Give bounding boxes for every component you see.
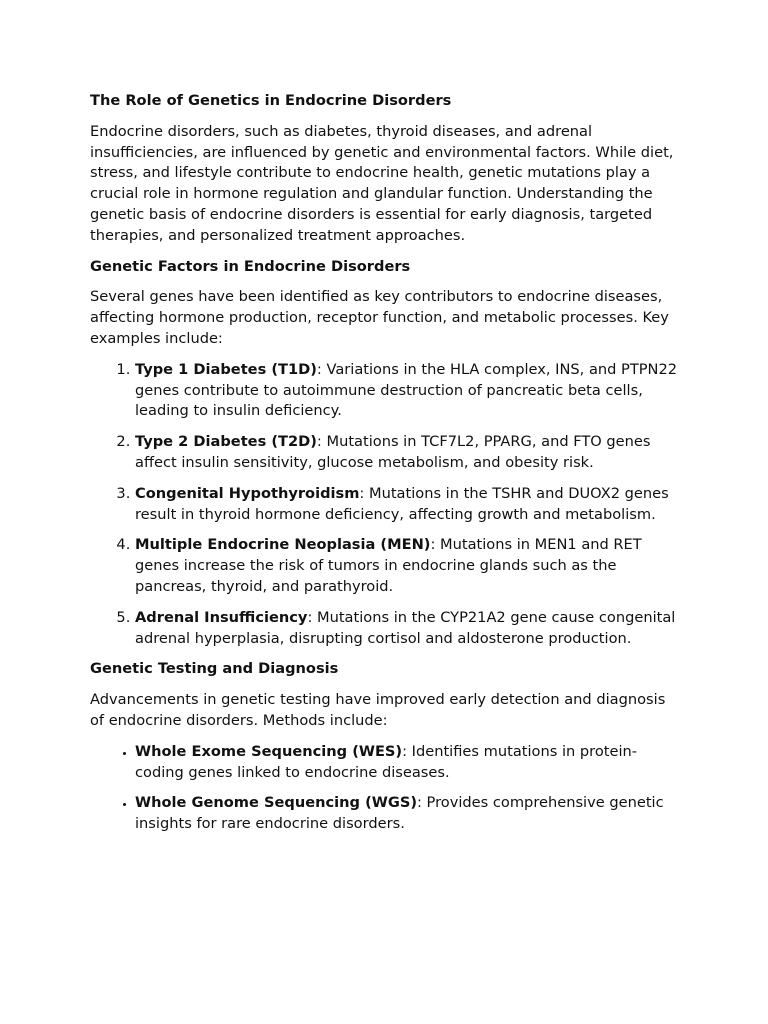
intro-paragraph: Endocrine disorders, such as diabetes, thyroid diseases, and adrenal insufficiencies, are influenced by genetic and environmental factors. While diet, stress, and lifestyle contribute to endocrine health, genetic mutations play a crucial role in hormone regulation and glandular function. Understanding the genetic basis of endocrine disorders is essential for early diagnosis, targeted therapies, and personalized treatment approaches. [90,122,674,244]
bullet-item [135,793,680,835]
list-item [135,360,680,422]
list-item [135,484,680,526]
bullet-item-text: : Provides comprehensive genetic insights for rare endocrine disorders. [135,794,664,833]
list-item-text: : Mutations in TCF7L2, PPARG, and FTO genes affect insulin sensitivity, glucose metabolism, and obesity risk. [135,433,651,471]
list-item-text: : Mutations in MEN1 and RET genes increase the risk of tumors in endocrine glands such as the pancreas, thyroid, and parathyroid. [135,536,642,595]
list-item-term: Congenital Hypothyroidism [135,484,360,502]
section-heading-genetic-factors: Genetic Factors in Endocrine Disorders [90,257,411,275]
list-item-text: : Mutations in the CYP21A2 gene cause congenital adrenal hyperplasia, disrupting cortisol and aldosterone production. [135,608,676,647]
list-item-term: Type 1 Diabetes (T1D) [135,360,317,378]
genetic-factors-list [90,360,680,650]
genetic-testing-list [90,742,680,835]
document-title: The Role of Genetics in Endocrine Disorders [90,92,452,109]
bullet-item-term: Whole Genome Sequencing (WGS) [135,794,417,812]
list-item-text: : Variations in the HLA complex, INS, and PTPN22 genes contribute to autoimmune destruction of pancreatic beta cells, leading to insulin deficiency. [135,360,678,420]
list-item-term: Adrenal Insufficiency [135,608,308,626]
list-item-term: Type 2 Diabetes (T2D) [135,433,317,451]
bullet-item [135,742,680,784]
document-page [90,91,680,845]
list-item-term: Multiple Endocrine Neoplasia (MEN) [135,536,431,554]
list-item [135,608,680,650]
section-heading-genetic-testing: Genetic Testing and Diagnosis [90,660,339,678]
list-item [135,535,680,597]
bullet-item-term: Whole Exome Sequencing (WES) [135,742,403,760]
bullet-item-text: : Identifies mutations in protein-coding genes linked to endocrine diseases. [135,742,638,781]
list-item [135,432,680,474]
section-intro-genetic-factors: Several genes have been identified as key contributors to endocrine diseases, affecting hormone production, receptor function, and metabolic processes. Key examples include: [90,288,669,347]
list-item-text: : Mutations in the TSHR and DUOX2 genes result in thyroid hormone deficiency, affecting growth and metabolism. [135,484,669,523]
section-intro-genetic-testing: Advancements in genetic testing have improved early detection and diagnosis of endocrine disorders. Methods include: [90,691,666,729]
